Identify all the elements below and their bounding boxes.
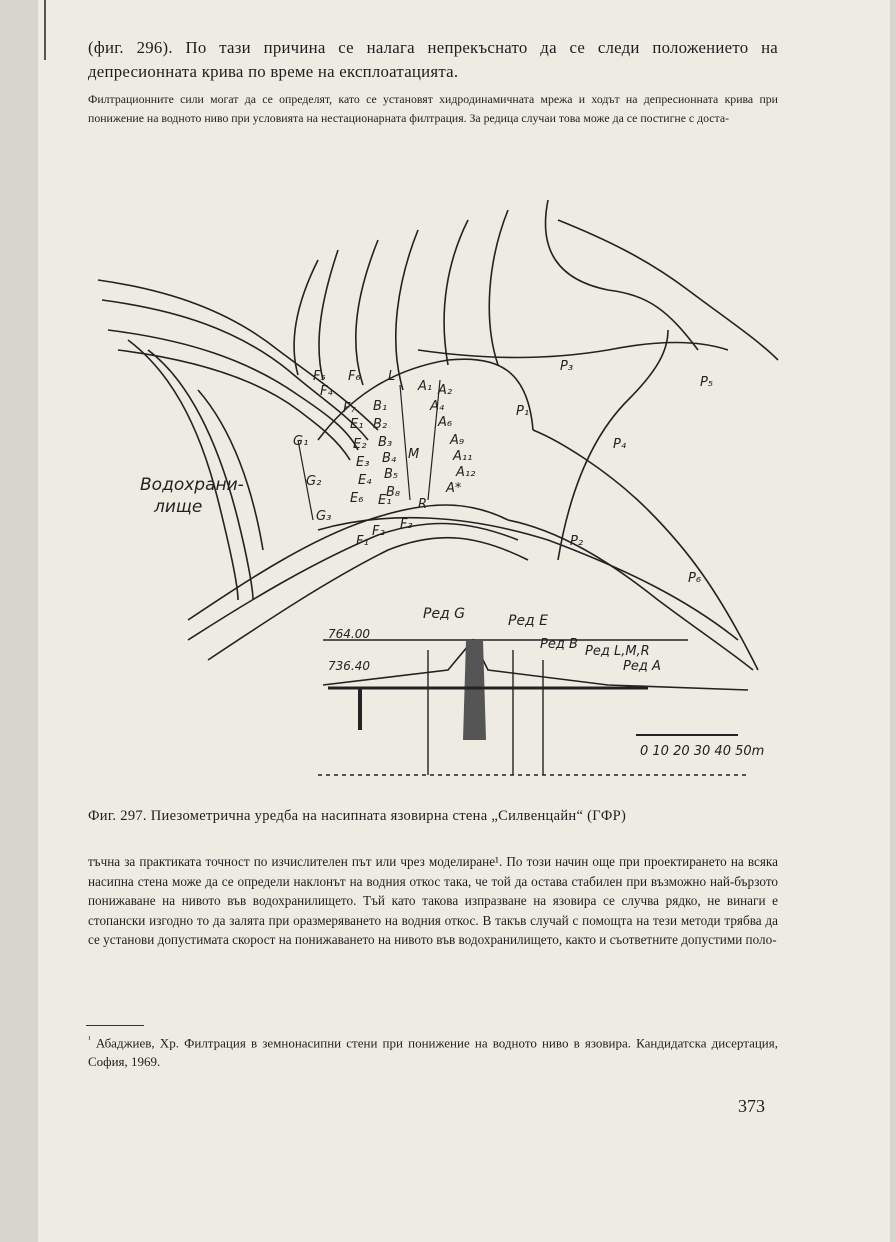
svg-text:A₁: A₁	[418, 379, 433, 394]
svg-text:E₁: E₁	[378, 493, 392, 508]
contour-lines	[98, 200, 778, 670]
svg-text:E₄: E₄	[358, 473, 372, 488]
reservoir-label-1: Водохрани-	[140, 475, 244, 495]
svg-text:F₃: F₃	[400, 517, 413, 532]
figure-caption: Фиг. 297. Пиезометрична уредба на насипната язовирна стена „Силвенцайн“ (ГФР)	[88, 808, 627, 824]
elevation-736: 736.40	[328, 659, 370, 673]
svg-text:A₁₂: A₁₂	[456, 465, 476, 480]
svg-text:G₂: G₂	[306, 474, 322, 489]
svg-text:P₂: P₂	[570, 534, 584, 549]
svg-text:A₄: A₄	[430, 399, 445, 414]
footnote-rule	[86, 1025, 144, 1026]
svg-text:A₂: A₂	[438, 383, 453, 398]
svg-text:B₅: B₅	[384, 467, 399, 482]
svg-text:B₂: B₂	[373, 417, 388, 432]
row-label-lmr: Ред L,M,R	[585, 644, 650, 659]
elevation-764: 764.00	[328, 627, 370, 641]
svg-text:G₃: G₃	[316, 509, 332, 524]
svg-text:E₂: E₂	[353, 437, 367, 452]
svg-text:R: R	[418, 497, 428, 512]
svg-text:P₃: P₃	[560, 359, 574, 374]
svg-text:E₆: E₆	[350, 491, 364, 506]
svg-text:B₁: B₁	[373, 399, 388, 414]
scale-bar-label: 0 10 20 30 40 50m	[640, 744, 765, 759]
footnote-text: Абаджиев, Хр. Филтрация в земнонасипни стени при понижение на водното ниво в язовира. Кандидатска дисертация, София, 1969.	[88, 1035, 778, 1069]
row-label-b: Ред B	[540, 637, 578, 652]
svg-text:L: L	[388, 369, 396, 384]
svg-text:G₁: G₁	[293, 434, 309, 449]
row-label-g: Ред G	[423, 606, 466, 622]
figure-297-diagram	[88, 200, 788, 800]
paragraph-body: тъчна за практиката точност по изчислителен път или чрез моделиране¹. По този начин още при проектирането на всяка насипна стена може да се определи наклонът на водния откос така, че той да остава стабилен при възможно най-бързото понижаване на нивото във водохранилището. Тъй като такова изпразване на язовира се случва рядко, не винаги е стопански изгодно то да залята при оразмеряването на водния откос. В такъв случай с помощта на тези методи трябва да се установи допустимата скорост на понижаването на нивото във водохранилището, както и съответните допустими поло-	[88, 854, 778, 947]
row-label-e: Ред E	[508, 613, 549, 629]
svg-text:P₅: P₅	[700, 375, 714, 390]
svg-text:B₃: B₃	[378, 435, 393, 450]
svg-text:F₇: F₇	[343, 401, 356, 416]
reservoir-label-2: лище	[154, 497, 203, 517]
svg-text:B₈: B₈	[386, 485, 401, 500]
row-label-a: Ред A	[623, 659, 661, 674]
svg-text:F₂: F₂	[372, 524, 385, 539]
svg-text:F₁: F₁	[356, 534, 369, 549]
svg-text:F₄: F₄	[320, 384, 333, 399]
cross-section	[318, 606, 764, 775]
paragraph-small: Филтрационните сили могат да се определят, като се установят хидродинамичната мрежа и ходът на депресионната крива при понижение на водното ниво при условията на нестационарната филтрация. За редица случаи това може да се постигне с доста-	[88, 92, 778, 125]
svg-text:E₁: E₁	[350, 417, 364, 432]
svg-text:P₆: P₆	[688, 571, 702, 586]
scan-edge-mark	[44, 0, 46, 60]
svg-text:P₁: P₁	[516, 404, 530, 419]
svg-text:A₉: A₉	[450, 433, 465, 448]
page-number: 373	[738, 1096, 765, 1116]
svg-text:F₆: F₆	[348, 369, 361, 384]
svg-text:E₃: E₃	[356, 455, 370, 470]
footnote	[88, 1030, 778, 1071]
svg-text:P₄: P₄	[613, 437, 627, 452]
svg-text:A₁₁: A₁₁	[453, 449, 473, 464]
paragraph-top: (фиг. 296). По тази причина се налага непрекъснато да се следи положението на депресионната крива по време на експлоатацията.	[88, 38, 778, 81]
footnote-mark: ¹	[88, 1034, 91, 1044]
svg-text:F₅: F₅	[313, 369, 326, 384]
svg-text:A*: A*	[446, 481, 462, 496]
svg-text:M: M	[408, 447, 420, 462]
svg-text:A₆: A₆	[438, 415, 453, 430]
svg-text:B₄: B₄	[382, 451, 397, 466]
